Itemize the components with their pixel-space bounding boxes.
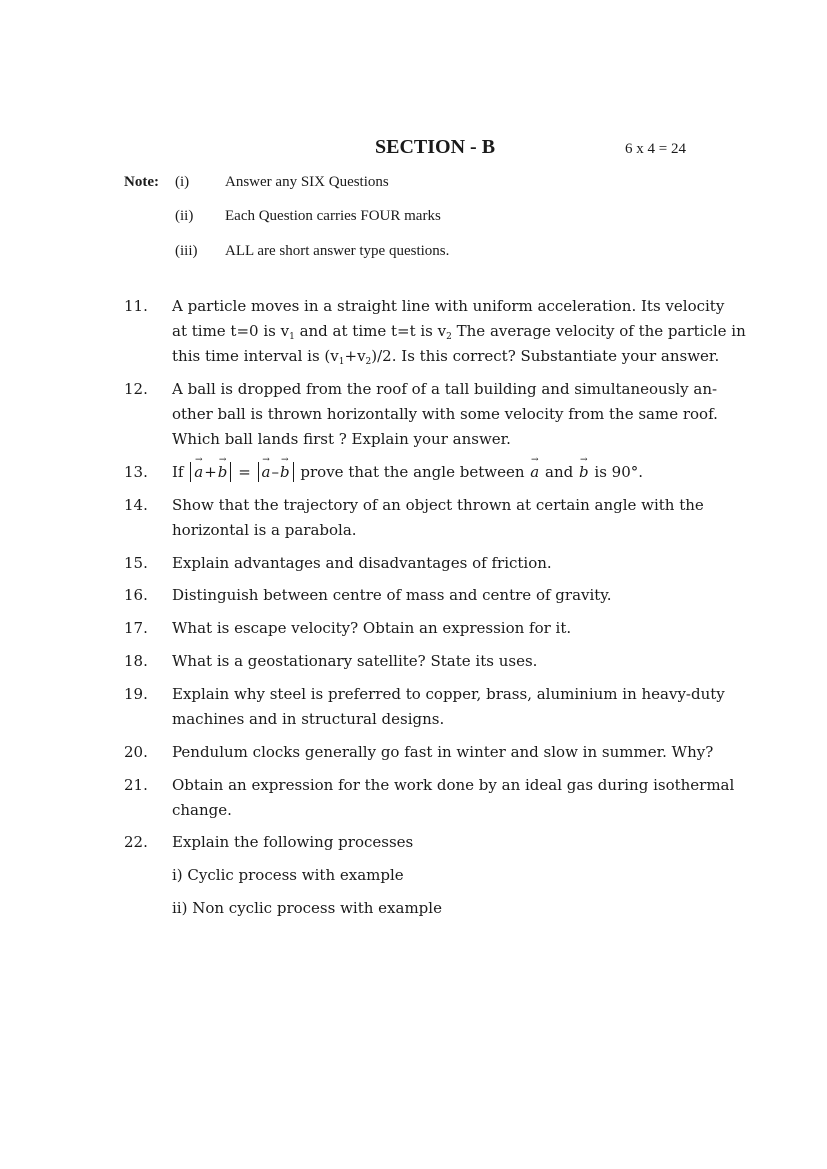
- abs-bar: [230, 462, 231, 482]
- question-line: What is a geostationary satellite? State its uses.: [172, 652, 538, 670]
- subscript: 2: [446, 332, 452, 342]
- question-number: 14.: [124, 496, 148, 514]
- question-number: 20.: [124, 743, 148, 761]
- question-number: 13.: [124, 463, 148, 481]
- question-line: Explain the following processes: [172, 833, 414, 851]
- vector-a: → a: [529, 460, 540, 485]
- question-12-text: [172, 377, 728, 452]
- question-19-text: [172, 682, 728, 732]
- note-item-number: (i): [175, 174, 190, 190]
- subscript: 1: [338, 357, 345, 367]
- question-number: 16.: [124, 586, 148, 604]
- question-line: Distinguish between centre of mass and centre of gravity.: [172, 586, 612, 604]
- question-11-text: [172, 294, 746, 369]
- note-item-text: ALL are short answer type questions.: [225, 243, 450, 259]
- question-line: Obtain an expression for the work done by an ideal gas during isothermal: [172, 776, 735, 794]
- question-number: 17.: [124, 619, 148, 637]
- question-line: A particle moves in a straight line with uniform acceleration. Its velocity: [172, 297, 725, 315]
- abs-bar: [190, 462, 191, 482]
- marks-total: 6 x 4 = 24: [625, 141, 686, 157]
- question-20-text: [172, 740, 728, 765]
- question-line: Explain why steel is preferred to copper, brass, aluminium in heavy-duty: [172, 685, 725, 703]
- question-line: machines and in structural designs.: [172, 710, 445, 728]
- question-line: change.: [172, 801, 232, 819]
- text-run: and at time t=t is v: [294, 322, 447, 340]
- sub-item-cyclic: i) Cyclic process with example: [172, 866, 404, 884]
- question-line: other ball is thrown horizontally with some velocity from the same roof.: [172, 405, 718, 423]
- question-line: [172, 460, 728, 485]
- vector-a: → a: [261, 460, 272, 485]
- question-22-text: [172, 830, 728, 855]
- text-run: and: [545, 463, 574, 481]
- question-line: A ball is dropped from the roof of a tall building and simultaneously an-: [172, 380, 718, 398]
- abs-bar: [293, 462, 294, 482]
- note-item-number: (ii): [175, 208, 194, 224]
- question-number: 19.: [124, 685, 148, 703]
- question-number: 18.: [124, 652, 148, 670]
- subscript: 2: [365, 357, 372, 367]
- text-run: at time t=0 is v: [172, 322, 290, 340]
- question-17-text: [172, 616, 728, 641]
- question-line: Show that the trajectory of an object thrown at certain angle with the: [172, 496, 704, 514]
- vector-b: → b: [578, 460, 590, 485]
- section-title: SECTION - B: [375, 136, 496, 158]
- question-line: [172, 344, 728, 369]
- question-number: 11.: [124, 297, 148, 315]
- abs-bar: [258, 462, 259, 482]
- text-run: is 90°.: [594, 463, 644, 481]
- question-21-text: [172, 773, 735, 823]
- question-line: [172, 319, 746, 344]
- sub-item-non-cyclic: ii) Non cyclic process with example: [172, 899, 442, 917]
- question-line: Explain advantages and disadvantages of friction.: [172, 554, 552, 572]
- question-16-text: [172, 583, 728, 608]
- note-item-text: Each Question carries FOUR marks: [225, 208, 441, 224]
- text-run: prove that the angle between: [300, 463, 525, 481]
- vector-b: → b: [279, 460, 291, 485]
- question-line: What is escape velocity? Obtain an expression for it.: [172, 619, 572, 637]
- text-run: +v: [344, 347, 366, 365]
- question-13-text: [172, 460, 728, 485]
- plus-sign: +: [204, 463, 217, 481]
- note-label: Note:: [124, 174, 159, 190]
- question-18-text: [172, 649, 728, 674]
- question-15-text: [172, 551, 728, 576]
- note-item-number: (iii): [175, 243, 198, 259]
- question-line: Pendulum clocks generally go fast in winter and slow in summer. Why?: [172, 743, 714, 761]
- question-line: Which ball lands first ? Explain your answer.: [172, 430, 511, 448]
- subscript: 1: [289, 332, 295, 342]
- equals-sign: =: [238, 463, 251, 481]
- vector-a: → a: [193, 460, 204, 485]
- text-run: this time interval is (v: [172, 347, 339, 365]
- question-14-text: [172, 493, 728, 543]
- text-run: )/2. Is this correct? Substantiate your answer.: [371, 347, 720, 365]
- text-run: If: [172, 463, 184, 481]
- minus-sign: –: [271, 463, 279, 481]
- vector-b: → b: [217, 460, 229, 485]
- question-number: 21.: [124, 776, 148, 794]
- note-item-text: Answer any SIX Questions: [225, 174, 389, 190]
- question-number: 12.: [124, 380, 148, 398]
- question-line: horizontal is a parabola.: [172, 521, 357, 539]
- question-number: 22.: [124, 833, 148, 851]
- text-run: The average velocity of the particle in: [451, 322, 746, 340]
- question-number: 15.: [124, 554, 148, 572]
